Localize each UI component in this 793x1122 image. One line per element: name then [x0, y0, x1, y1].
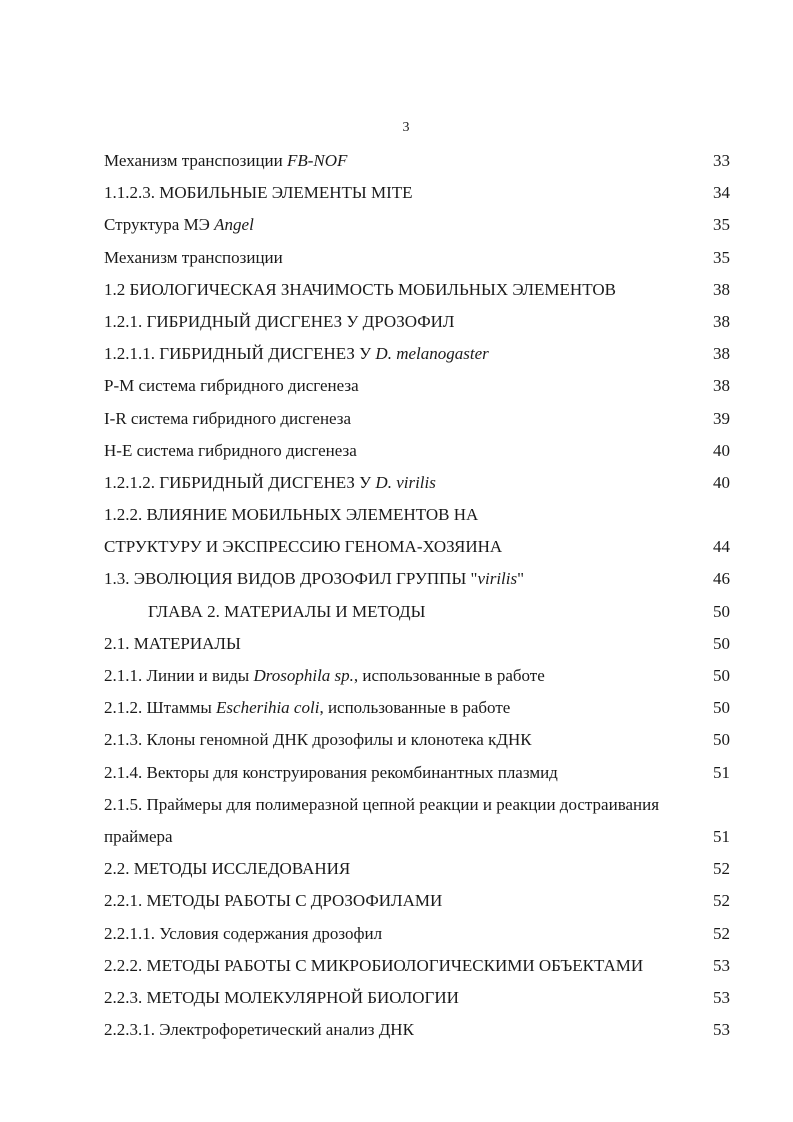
toc-entry-title — [104, 885, 442, 917]
toc-title-segment: 2.2.3. МЕТОДЫ МОЛЕКУЛЯРНОЙ БИОЛОГИИ — [104, 987, 459, 1007]
toc-entry-title — [104, 757, 558, 789]
toc-title-segment: 1.2.1. ГИБРИДНЫЙ ДИСГЕНЕЗ У ДРОЗОФИЛ — [104, 311, 455, 331]
toc-entry-page: 51 — [713, 826, 730, 846]
toc-entry-title — [104, 563, 524, 595]
toc-entry — [104, 821, 730, 853]
toc-entry — [104, 145, 730, 177]
toc-title-segment: I-R система гибридного дисгенеза — [104, 408, 352, 428]
toc-entry — [104, 209, 730, 241]
toc-entry-title — [104, 435, 357, 467]
toc-title-italic: D. melanogaster — [375, 344, 489, 364]
toc-title-segment: P-M система гибридного дисгенеза — [104, 376, 359, 396]
toc-entry-page: 46 — [713, 569, 730, 589]
toc-entry — [104, 370, 730, 402]
toc-entry — [104, 950, 730, 982]
toc-title-italic: D. virilis — [375, 472, 436, 492]
toc-entry-page: 38 — [713, 344, 730, 364]
toc-title-italic: virilis — [477, 569, 518, 589]
toc-title-segment: H-E система гибридного дисгенеза — [104, 440, 357, 460]
toc-entry-title — [104, 918, 382, 950]
toc-entry-title — [104, 403, 351, 435]
toc-entry — [104, 338, 730, 370]
toc-entry-page: 38 — [713, 311, 730, 331]
toc-entry — [104, 982, 730, 1014]
toc-entry — [104, 563, 730, 595]
toc-entry-page: 38 — [713, 279, 730, 299]
toc-title-segment: 2.2.1. МЕТОДЫ РАБОТЫ С ДРОЗОФИЛАМИ — [104, 891, 443, 911]
toc-title-segment: 2.2. МЕТОДЫ ИССЛЕДОВАНИЯ — [104, 859, 351, 879]
toc-entry-title — [104, 499, 478, 531]
toc-title-segment: 2.1.1. Линии и виды — [104, 666, 254, 685]
toc-entry — [104, 274, 730, 306]
toc-title-segment: 2.1.2. Штаммы — [104, 698, 217, 718]
toc-title-segment: Механизм транспозиции — [104, 247, 283, 267]
toc-entry — [104, 789, 730, 821]
toc-title-italic: Escherihia coli — [216, 698, 320, 718]
toc-entry — [104, 1014, 730, 1046]
toc-entry-page: 39 — [713, 408, 730, 428]
toc-entry-title — [104, 853, 350, 885]
toc-entry-page: 53 — [713, 987, 730, 1007]
toc-entry-page: 33 — [713, 151, 730, 170]
toc-title-segment: 2.1.4. Векторы для конструирования рекомбинантных плазмид — [104, 762, 558, 782]
toc-title-segment: 1.3. ЭВОЛЮЦИЯ ВИДОВ ДРОЗОФИЛ ГРУППЫ " — [104, 569, 478, 589]
toc-entry-page: 53 — [713, 1020, 730, 1040]
toc-entry-title — [104, 531, 502, 563]
toc-entry-page: 52 — [713, 859, 730, 879]
toc-entry-page: 50 — [713, 601, 730, 621]
toc-entry-page: 50 — [713, 698, 730, 718]
toc-title-segment: СТРУКТУРУ И ЭКСПРЕССИЮ ГЕНОМА-ХОЗЯИНА — [104, 537, 503, 557]
toc-entry — [104, 306, 730, 338]
toc-entry — [104, 660, 730, 692]
toc-entry — [104, 757, 730, 789]
toc-entry — [104, 177, 730, 209]
toc-entry-page: 50 — [713, 633, 730, 653]
toc-entry-page: 53 — [713, 955, 730, 975]
toc-entry-title — [104, 982, 459, 1014]
toc-entry-title — [104, 596, 425, 628]
toc-title-segment: 2.2.3.1. Электрофоретический анализ ДНК — [104, 1020, 414, 1040]
toc-title-segment: 2.1. МАТЕРИАЛЫ — [104, 633, 241, 653]
toc-entry-title — [104, 467, 436, 499]
toc-title-segment: 1.2 БИОЛОГИЧЕСКАЯ ЗНАЧИМОСТЬ МОБИЛЬНЫХ ЭЛЕМЕНТОВ — [104, 279, 616, 299]
toc-entry-page: 35 — [713, 215, 730, 235]
toc-entry-title — [104, 724, 532, 756]
toc-entry-page: 52 — [713, 923, 730, 943]
toc-entry-page: 50 — [713, 666, 730, 685]
toc-entry-title — [104, 660, 545, 692]
toc-title-segment: 1.2.1.1. ГИБРИДНЫЙ ДИСГЕНЕЗ У — [104, 344, 376, 364]
toc-entry-page: 40 — [713, 440, 730, 460]
toc-entry-title — [104, 145, 347, 177]
toc-entry — [104, 918, 730, 950]
toc-title-segment: 2.1.3. Клоны геномной ДНК дрозофилы и клонотека кДНК — [104, 730, 532, 750]
toc-entry — [104, 596, 730, 628]
toc-entry — [104, 628, 730, 660]
toc-entry — [104, 692, 730, 724]
toc-title-segment: ГЛАВА 2. МАТЕРИАЛЫ И МЕТОДЫ — [148, 601, 426, 621]
toc-title-segment: Структура МЭ — [104, 215, 215, 235]
toc-entry-title — [104, 789, 659, 821]
table-of-contents — [104, 145, 730, 1046]
toc-title-segment: 2.1.5. Праймеры для полимеразной цепной реакции и реакции достраивания — [104, 794, 660, 814]
toc-entry-title — [104, 950, 643, 982]
toc-title-segment: , использованные в работе — [319, 698, 511, 718]
toc-entry-page: 51 — [713, 762, 730, 782]
toc-entry — [104, 242, 730, 274]
toc-title-italic: Angel — [214, 215, 254, 235]
toc-entry-page: 34 — [713, 183, 730, 203]
toc-entry-title — [104, 306, 454, 338]
toc-title-segment: Механизм транспозиции — [104, 151, 287, 170]
toc-entry-title — [104, 338, 489, 370]
page-number: 3 — [402, 120, 410, 135]
toc-entry-page: 52 — [713, 891, 730, 911]
toc-entry — [104, 467, 730, 499]
toc-entry-title — [104, 274, 616, 306]
toc-entry-title — [104, 692, 510, 724]
toc-entry-title — [104, 1014, 414, 1046]
toc-entry-page: 50 — [713, 730, 730, 750]
toc-entry — [104, 885, 730, 917]
toc-entry-title — [104, 242, 283, 274]
toc-entry-page: 40 — [713, 472, 730, 492]
toc-title-italic: Drosophila sp. — [253, 666, 354, 685]
toc-entry — [104, 435, 730, 467]
toc-entry-title — [104, 209, 254, 241]
toc-title-segment: 1.1.2.3. МОБИЛЬНЫЕ ЭЛЕМЕНТЫ MITE — [104, 183, 413, 203]
toc-entry — [104, 403, 730, 435]
toc-title-segment: " — [517, 569, 525, 589]
toc-entry-page: 38 — [713, 376, 730, 396]
toc-entry — [104, 531, 730, 563]
toc-title-segment: 1.2.2. ВЛИЯНИЕ МОБИЛЬНЫХ ЭЛЕМЕНТОВ НА — [104, 505, 479, 525]
toc-entry-page: 35 — [713, 247, 730, 267]
toc-entry-page: 44 — [713, 537, 730, 557]
toc-title-italic: FB-NOF — [287, 151, 348, 170]
toc-entry — [104, 853, 730, 885]
toc-entry — [104, 724, 730, 756]
toc-entry-title — [104, 821, 173, 853]
toc-title-segment: праймера — [104, 826, 173, 846]
toc-title-segment: 2.2.2. МЕТОДЫ РАБОТЫ С МИКРОБИОЛОГИЧЕСКИМИ ОБЪЕКТАМИ — [104, 955, 644, 975]
toc-title-segment: 1.2.1.2. ГИБРИДНЫЙ ДИСГЕНЕЗ У — [104, 472, 376, 492]
toc-title-segment: 2.2.1.1. Условия содержания дрозофил — [104, 923, 383, 943]
toc-title-segment: , использованные в работе — [353, 666, 545, 685]
toc-entry-title — [104, 370, 359, 402]
toc-entry — [104, 499, 730, 531]
toc-entry-title — [104, 628, 241, 660]
toc-entry-title — [104, 177, 413, 209]
